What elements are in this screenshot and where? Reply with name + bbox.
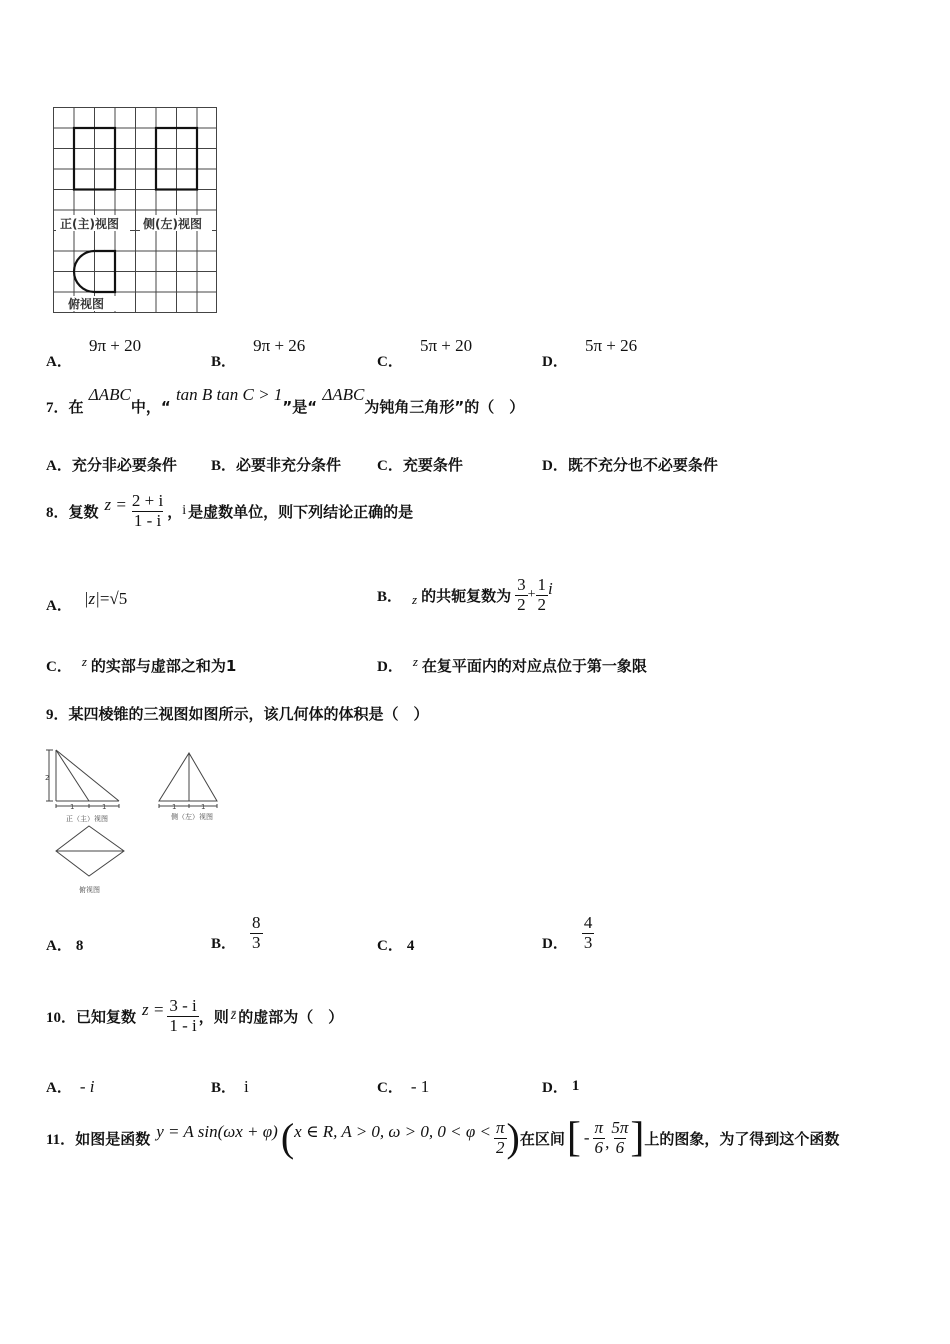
- q6-option-a[interactable]: A． 9π + 20: [46, 336, 142, 370]
- q8-option-a[interactable]: A． |z| = √5: [46, 588, 128, 614]
- q8-stem: 8． 复数 z = $\frac{2 + i}{1 - i}$ ， i 是虚数单位，则下列结论正确的是: [46, 490, 414, 530]
- q9-option-d[interactable]: D． $\frac{4}{3}$: [542, 912, 593, 952]
- q7-option-b[interactable]: B．必要非充分条件: [211, 456, 342, 474]
- q6-option-b[interactable]: B． 9π + 26: [211, 336, 306, 370]
- q10-option-c[interactable]: C． - 1: [377, 1076, 430, 1096]
- three-view-grid-figure: [52, 106, 219, 315]
- q7-stem: 7．在 ΔABC中，“ tan B tan C > 1”是“ ΔABC为钝角三角形”的（ ）: [46, 385, 525, 416]
- q10-stem: 10． 已知复数 z = $\frac{3 - i}{1 - i}$ ，则 z̄ 的虚部为（ ）: [46, 995, 344, 1035]
- q6-option-c[interactable]: C． 5π + 20: [377, 336, 473, 370]
- side-view-label: 侧(左)视图: [143, 217, 202, 231]
- side-width-label-2: 1: [201, 803, 206, 811]
- q9-option-a[interactable]: A． 8: [46, 938, 84, 954]
- side-view-label: 侧（左）视图: [171, 813, 213, 821]
- pyramid-three-view-figure: [44, 744, 234, 896]
- q8-option-c[interactable]: C． z 的实部与虚部之和为1: [46, 653, 237, 675]
- q9-stem: 9．某四棱锥的三视图如图所示，该几何体的体积是（ ）: [46, 705, 429, 723]
- q8-option-b[interactable]: B． z 的共轭复数为 $\frac{3}{2}$ + $\frac{1}{2}$ i: [377, 574, 553, 614]
- q7-option-c[interactable]: C．充要条件: [377, 456, 463, 474]
- q7-option-d[interactable]: D．既不充分也不必要条件: [542, 456, 718, 474]
- q9-option-c[interactable]: C． 4: [377, 938, 415, 954]
- q11-stem: 11． 如图是函数 y = A sin(ωx + φ) ( x ∈ R, A > 0, ω > 0, 0 < φ < $\frac{\pi}{2}$ ) 在区间 [ - $\frac{\pi}{6}$ , $\frac{5\pi}{6}$ ] 上的图象，为了得到这个函数: [46, 1115, 840, 1161]
- q10-option-d[interactable]: D． 1: [542, 1078, 580, 1096]
- front-view-label: 正（主）视图: [66, 815, 108, 823]
- q8-option-d[interactable]: D． z 在复平面内的对应点位于第一象限: [377, 653, 647, 675]
- height-label: 2: [45, 774, 50, 782]
- q10-fraction: $\frac{3 - i}{1 - i}$: [169, 995, 197, 1035]
- front-width-label-2: 1: [102, 803, 107, 811]
- side-width-label-1: 1: [172, 803, 177, 811]
- top-view-label: 俯视图: [79, 886, 100, 894]
- q6-option-d[interactable]: D． 5π + 26: [542, 336, 638, 370]
- q9-option-b[interactable]: B． $\frac{8}{3}$: [211, 912, 261, 952]
- q10-option-b[interactable]: B． i: [211, 1076, 249, 1096]
- front-width-label-1: 1: [70, 803, 75, 811]
- front-view-label: 正(主)视图: [60, 217, 119, 231]
- q8-fraction: $\frac{2 + i}{1 - i}$: [131, 490, 164, 530]
- q10-option-a[interactable]: A． - i: [46, 1076, 95, 1096]
- q7-option-a[interactable]: A．充分非必要条件: [46, 456, 177, 474]
- top-view-label: 俯视图: [68, 297, 105, 311]
